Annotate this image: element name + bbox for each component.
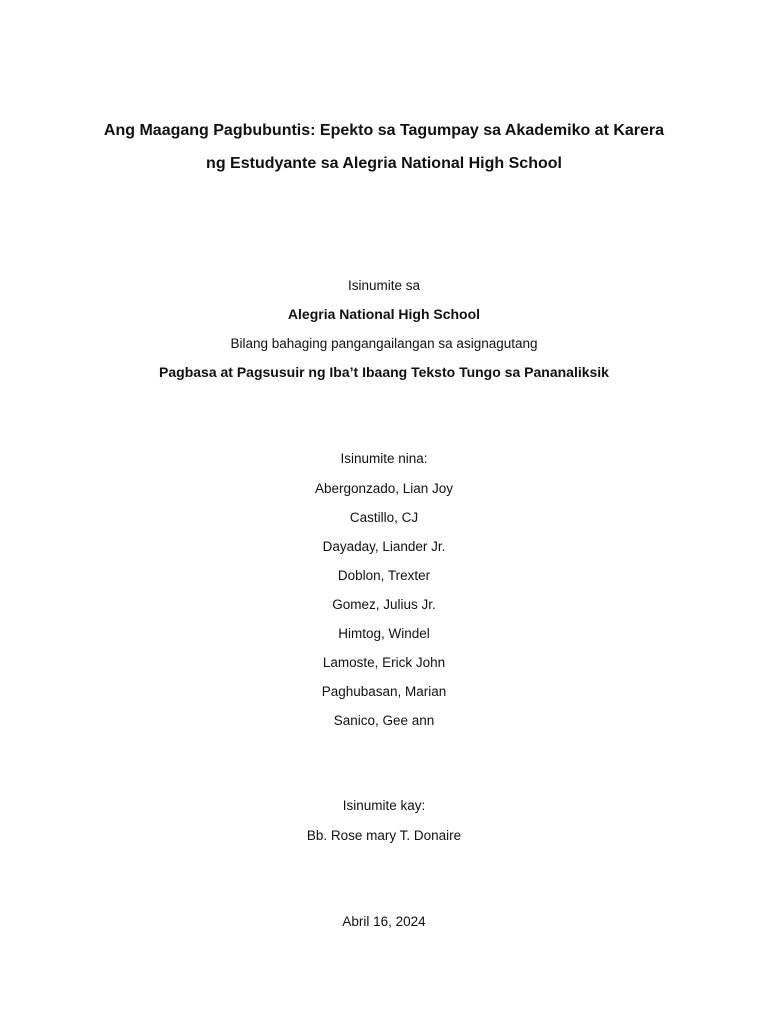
requirement-label: Bilang bahaging pangangailangan sa asignagutang <box>230 336 538 351</box>
author-name: Sanico, Gee ann <box>333 713 435 728</box>
adviser-name: Bb. Rose mary T. Donaire <box>306 828 462 843</box>
title-line-2: ng Estudyante sa Alegria National High School <box>206 155 562 172</box>
author-name: Dayaday, Liander Jr. <box>322 539 446 554</box>
author-name: Castillo, CJ <box>349 510 419 525</box>
author-name: Paghubasan, Marian <box>321 684 447 699</box>
author-name: Lamoste, Erick John <box>322 655 446 670</box>
author-name: Himtog, Windel <box>338 626 430 641</box>
submission-date: Abril 16, 2024 <box>342 914 426 929</box>
author-name: Doblon, Trexter <box>337 568 431 583</box>
authors-label: Isinumite nina: <box>340 451 428 466</box>
school-name: Alegria National High School <box>287 306 481 322</box>
submitted-to-label: Isinumite sa <box>347 278 421 293</box>
author-list <box>0 479 768 740</box>
adviser-label: Isinumite kay: <box>342 798 426 813</box>
subject-name: Pagbasa at Pagsusuir ng Iba’t Ibaang Teksto Tungo sa Pananaliksik <box>159 364 609 380</box>
author-name: Abergonzado, Lian Joy <box>314 481 454 496</box>
author-name: Gomez, Julius Jr. <box>332 597 436 612</box>
title-line-1: Ang Maagang Pagbubuntis: Epekto sa Tagumpay sa Akademiko at Karera <box>103 122 665 139</box>
